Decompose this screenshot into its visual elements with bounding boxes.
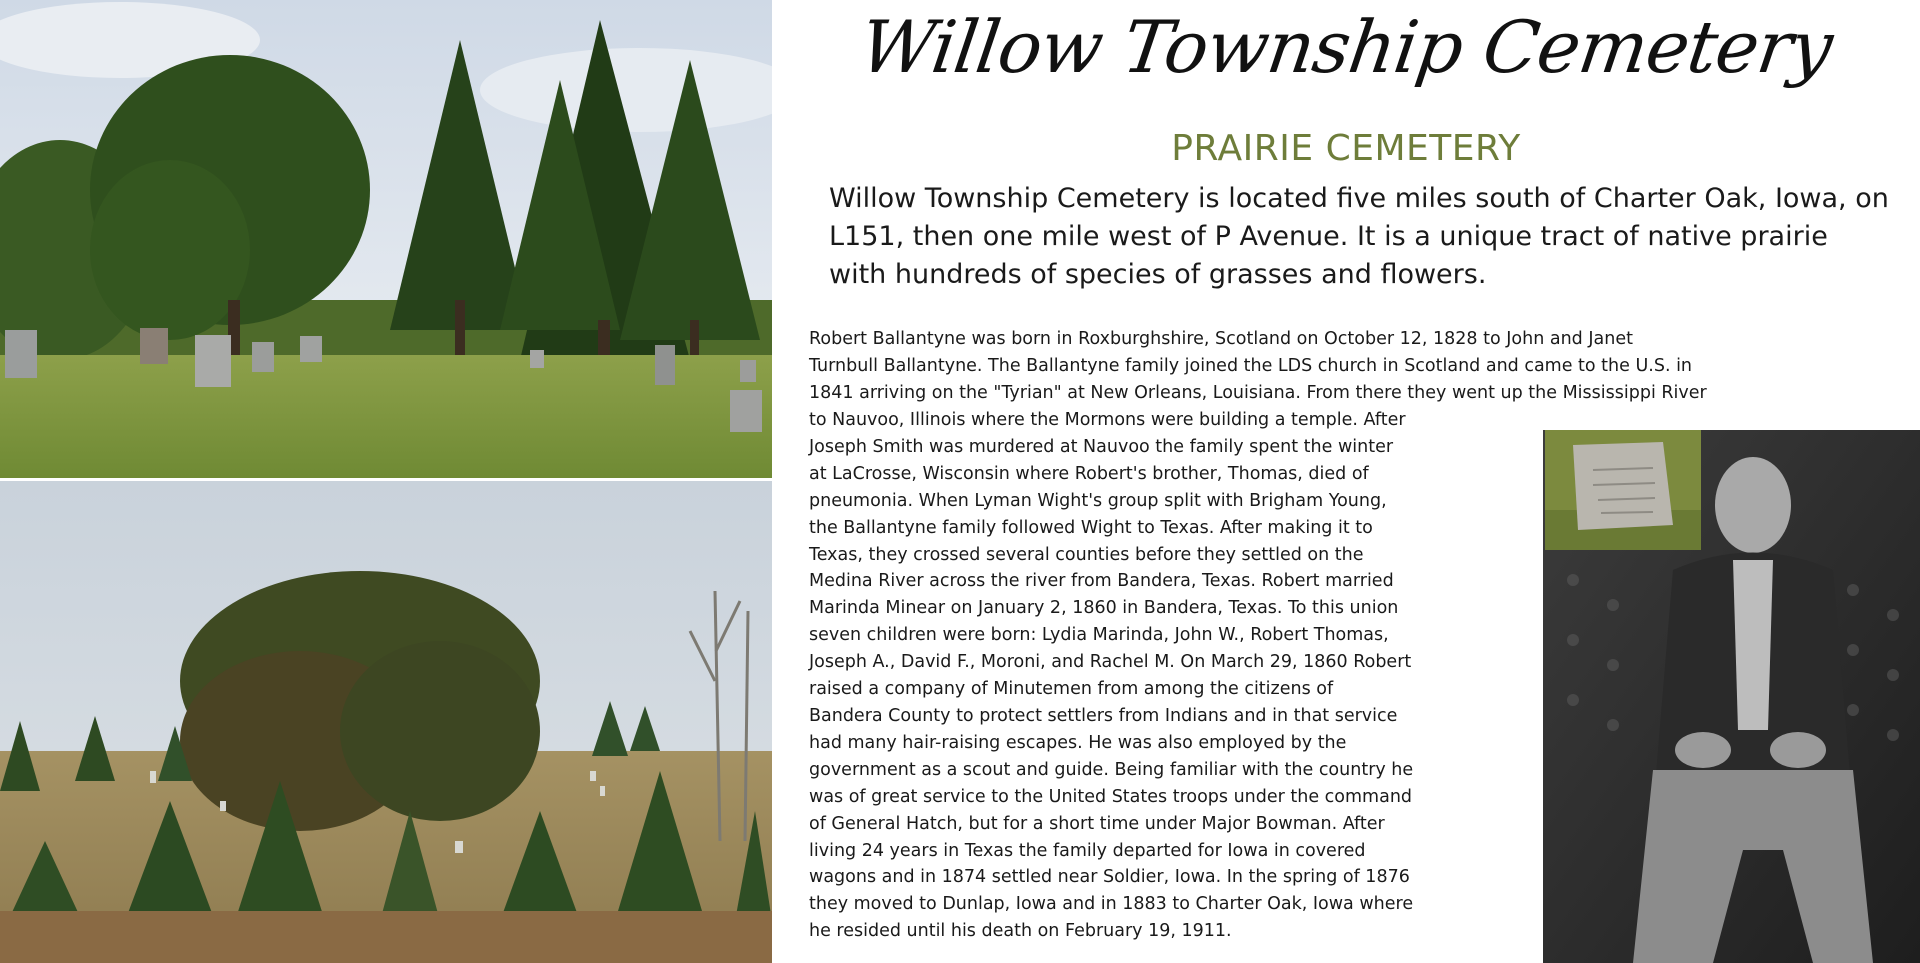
bio-line: Turnbull Ballantyne. The Ballantyne family joined the LDS church in Scotland and came to the U.S. in	[809, 355, 1693, 376]
bio-line: pneumonia. When Lyman Wight's group split with Brigham Young,	[809, 490, 1387, 511]
robert-ballantyne-portrait	[1543, 430, 1920, 963]
cemetery-summer-photo	[0, 0, 772, 478]
bio-line: seven children were born: Lydia Marinda, John W., Robert Thomas,	[809, 625, 1389, 646]
bio-line: had many hair-raising escapes. He was also employed by the	[809, 732, 1347, 753]
cemetery-prairie-photo	[0, 481, 772, 963]
page-subtitle: PRAIRIE CEMETERY	[1171, 128, 1521, 169]
bio-line: they moved to Dunlap, Iowa and in 1883 to Charter Oak, Iowa where	[809, 894, 1414, 915]
bio-line: at LaCrosse, Wisconsin where Robert's brother, Thomas, died of	[809, 463, 1369, 484]
bio-line: Bandera County to protect settlers from Indians and in that service	[809, 705, 1398, 726]
bio-paragraph-top	[809, 326, 1909, 407]
bio-line: Joseph Smith was murdered at Nauvoo the family spent the winter	[809, 436, 1394, 457]
bio-line: to Nauvoo, Illinois where the Mormons were building a temple. After	[809, 410, 1406, 430]
bio-line: Joseph A., David F., Moroni, and Rachel M. On March 29, 1860 Robert	[809, 652, 1412, 673]
bio-line: of General Hatch, but for a short time under Major Bowman. After	[809, 813, 1385, 834]
page-title: Willow Township Cemetery	[855, 5, 1837, 89]
bio-line: 1841 arriving on the "Tyrian" at New Orleans, Louisiana. From there they went up the Mississippi River	[809, 382, 1707, 403]
bio-line: Texas, they crossed several counties before they settled on the	[809, 544, 1364, 565]
bio-line: he resided until his death on February 19, 1911.	[809, 921, 1232, 942]
bio-line: Medina River across the river from Bandera, Texas. Robert married	[809, 571, 1394, 592]
headstone-inset-photo	[1545, 430, 1701, 550]
bio-line: was of great service to the United States troops under the command	[809, 786, 1413, 807]
bio-paragraph-narrow	[809, 407, 1544, 945]
bio-line: living 24 years in Texas the family departed for Iowa in covered	[809, 840, 1366, 861]
bio-line: the Ballantyne family followed Wight to Texas. After making it to	[809, 517, 1373, 538]
bio-line: government as a scout and guide. Being familiar with the country he	[809, 759, 1414, 780]
bio-line: wagons and in 1874 settled near Soldier, Iowa. In the spring of 1876	[809, 867, 1410, 888]
content-panel	[772, 0, 1920, 963]
bio-line: Marinda Minear on January 2, 1860 in Bandera, Texas. To this union	[809, 598, 1399, 619]
intro-paragraph: Willow Township Cemetery is located five miles south of Charter Oak, Iowa, on L151, then one mile west of P Avenue. It is a unique tract of native prairie with hundreds of species of grasses and flowers.	[829, 183, 1889, 290]
bio-line: raised a company of Minutemen from among the citizens of	[809, 679, 1334, 700]
bio-line: Robert Ballantyne was born in Roxburghshire, Scotland on October 12, 1828 to John and Janet	[809, 329, 1633, 349]
